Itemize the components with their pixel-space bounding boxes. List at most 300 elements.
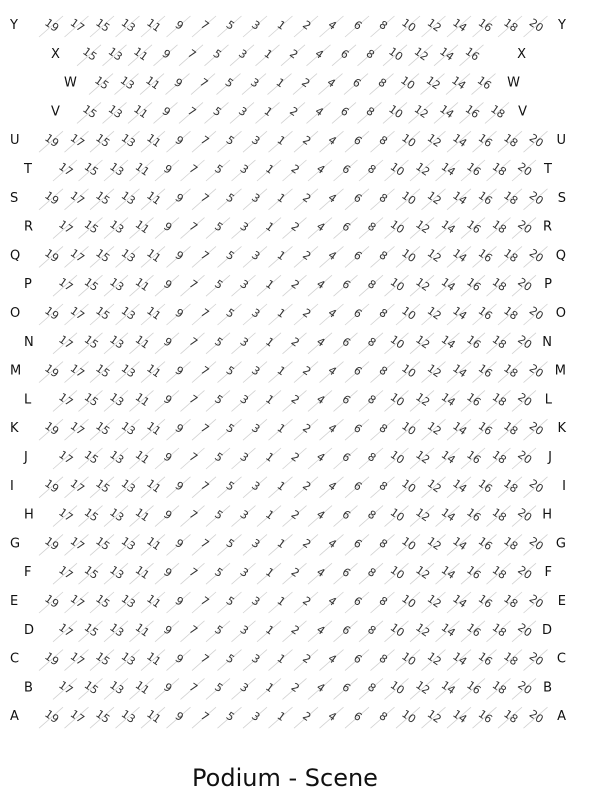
seat-number[interactable]: 4 xyxy=(325,133,339,148)
seat-number[interactable]: 15 xyxy=(93,649,113,669)
seat-number[interactable]: 5 xyxy=(212,507,226,523)
seat-number[interactable]: 5 xyxy=(212,622,226,638)
seat-number[interactable]: 3 xyxy=(249,594,263,609)
seat-number[interactable]: 15 xyxy=(81,332,101,352)
seat-number[interactable]: 14 xyxy=(450,361,470,381)
seat-number[interactable]: 15 xyxy=(93,534,113,554)
seat-number[interactable]: 20 xyxy=(515,505,535,525)
seat-number[interactable]: 10 xyxy=(399,534,419,554)
seat-number[interactable]: 14 xyxy=(438,563,458,582)
seat-number[interactable]: 2 xyxy=(288,680,302,696)
seat-number[interactable]: 8 xyxy=(365,392,379,408)
seat-number[interactable]: 19 xyxy=(42,16,62,35)
seat-number[interactable]: 14 xyxy=(450,419,470,438)
seat-number[interactable]: 7 xyxy=(186,162,200,177)
seat-number[interactable]: 13 xyxy=(105,44,125,64)
seat-number[interactable]: 14 xyxy=(438,332,458,352)
seat-number[interactable]: 2 xyxy=(300,18,314,33)
seat-number[interactable]: 7 xyxy=(198,421,212,436)
seat-number[interactable]: 6 xyxy=(351,363,365,379)
seat-number[interactable]: 14 xyxy=(450,592,470,611)
seat-number[interactable]: 16 xyxy=(462,44,482,64)
seat-number[interactable]: 11 xyxy=(144,419,164,438)
seat-number[interactable]: 8 xyxy=(363,46,377,62)
seat-number[interactable]: 2 xyxy=(287,46,301,62)
seat-number[interactable]: 19 xyxy=(42,246,62,266)
seat-number[interactable]: 5 xyxy=(223,18,237,33)
seat-number[interactable]: 8 xyxy=(376,421,390,436)
seat-number[interactable]: 3 xyxy=(237,622,251,638)
seat-number[interactable]: 13 xyxy=(105,102,125,122)
seat-number[interactable]: 16 xyxy=(464,275,484,294)
seat-number[interactable]: 17 xyxy=(67,188,87,208)
seat-number[interactable]: 4 xyxy=(314,334,328,350)
seat-number[interactable]: 15 xyxy=(81,620,101,640)
seat-number[interactable]: 9 xyxy=(161,219,175,235)
seat-number[interactable]: 1 xyxy=(263,334,277,350)
seat-number[interactable]: 9 xyxy=(161,334,175,350)
seat-number[interactable]: 16 xyxy=(474,73,494,93)
seat-number[interactable]: 9 xyxy=(172,248,186,264)
seat-number[interactable]: 1 xyxy=(274,594,288,609)
seat-number[interactable]: 13 xyxy=(118,649,138,669)
seat-number[interactable]: 12 xyxy=(424,131,444,150)
seat-number[interactable]: 7 xyxy=(186,507,200,523)
seat-number[interactable]: 15 xyxy=(93,361,113,381)
seat-number[interactable]: 18 xyxy=(501,246,521,266)
seat-number[interactable]: 12 xyxy=(413,217,433,237)
seat-number[interactable]: 12 xyxy=(424,188,444,208)
seat-number[interactable]: 16 xyxy=(475,16,495,35)
seat-number[interactable]: 10 xyxy=(387,390,407,410)
seat-number[interactable]: 15 xyxy=(80,44,100,64)
seat-number[interactable]: 11 xyxy=(132,332,152,352)
seat-number[interactable]: 20 xyxy=(526,361,546,381)
seat-number[interactable]: 16 xyxy=(475,476,495,496)
seat-number[interactable]: 2 xyxy=(299,75,313,91)
seat-number[interactable]: 13 xyxy=(118,246,138,266)
seat-number[interactable]: 1 xyxy=(263,392,277,408)
seat-number[interactable]: 10 xyxy=(387,275,407,294)
seat-number[interactable]: 6 xyxy=(351,18,365,33)
seat-number[interactable]: 13 xyxy=(118,361,138,381)
seat-number[interactable]: 6 xyxy=(338,104,352,120)
seat-number[interactable]: 18 xyxy=(501,361,521,381)
seat-number[interactable]: 19 xyxy=(42,707,62,726)
seat-number[interactable]: 4 xyxy=(314,162,328,177)
seat-number[interactable]: 9 xyxy=(172,133,186,148)
seat-number[interactable]: 1 xyxy=(263,450,277,465)
seat-number[interactable]: 17 xyxy=(67,304,87,323)
seat-number[interactable]: 11 xyxy=(144,131,164,150)
seat-number[interactable]: 14 xyxy=(438,620,458,640)
seat-number[interactable]: 18 xyxy=(501,534,521,554)
seat-number[interactable]: 5 xyxy=(210,104,224,120)
seat-number[interactable]: 15 xyxy=(93,419,113,438)
seat-number[interactable]: 6 xyxy=(339,162,353,177)
seat-number[interactable]: 8 xyxy=(365,334,379,350)
seat-number[interactable]: 4 xyxy=(314,622,328,638)
seat-number[interactable]: 2 xyxy=(300,421,314,436)
seat-number[interactable]: 3 xyxy=(236,46,250,62)
seat-number[interactable]: 17 xyxy=(67,361,87,381)
seat-number[interactable]: 19 xyxy=(42,361,62,381)
seat-number[interactable]: 1 xyxy=(274,190,288,206)
seat-number[interactable]: 7 xyxy=(198,363,212,379)
seat-number[interactable]: 12 xyxy=(413,160,433,179)
seat-number[interactable]: 8 xyxy=(376,306,390,321)
seat-number[interactable]: 20 xyxy=(526,304,546,323)
seat-number[interactable]: 11 xyxy=(144,592,164,611)
seat-number[interactable]: 4 xyxy=(312,46,326,62)
seat-number[interactable]: 5 xyxy=(223,248,237,264)
seat-number[interactable]: 20 xyxy=(515,390,535,410)
seat-number[interactable]: 6 xyxy=(351,536,365,552)
seat-number[interactable]: 6 xyxy=(339,622,353,638)
seat-number[interactable]: 2 xyxy=(300,248,314,264)
seat-number[interactable]: 13 xyxy=(117,73,137,93)
seat-number[interactable]: 3 xyxy=(249,306,263,321)
seat-number[interactable]: 9 xyxy=(172,18,186,33)
seat-number[interactable]: 8 xyxy=(365,565,379,580)
seat-number[interactable]: 14 xyxy=(450,476,470,496)
seat-number[interactable]: 2 xyxy=(287,104,301,120)
seat-number[interactable]: 13 xyxy=(107,448,127,467)
seat-number[interactable]: 6 xyxy=(351,421,365,436)
seat-number[interactable]: 17 xyxy=(67,246,87,266)
seat-number[interactable]: 3 xyxy=(249,363,263,379)
seat-number[interactable]: 16 xyxy=(475,361,495,381)
seat-number[interactable]: 9 xyxy=(172,594,186,609)
seat-number[interactable]: 18 xyxy=(489,332,509,352)
seat-number[interactable]: 3 xyxy=(237,680,251,696)
seat-number[interactable]: 4 xyxy=(325,363,339,379)
seat-number[interactable]: 11 xyxy=(144,476,164,496)
seat-number[interactable]: 9 xyxy=(161,162,175,177)
seat-number[interactable]: 1 xyxy=(263,680,277,696)
seat-number[interactable]: 7 xyxy=(185,46,199,62)
seat-number[interactable]: 14 xyxy=(450,304,470,323)
seat-number[interactable]: 18 xyxy=(501,419,521,438)
seat-number[interactable]: 19 xyxy=(42,188,62,208)
seat-number[interactable]: 20 xyxy=(515,620,535,640)
seat-number[interactable]: 8 xyxy=(365,277,379,292)
seat-number[interactable]: 3 xyxy=(249,536,263,552)
seat-number[interactable]: 4 xyxy=(325,478,339,494)
seat-number[interactable]: 1 xyxy=(263,277,277,292)
seat-number[interactable]: 2 xyxy=(300,133,314,148)
seat-number[interactable]: 6 xyxy=(339,219,353,235)
seat-number[interactable]: 19 xyxy=(42,592,62,611)
seat-number[interactable]: 17 xyxy=(56,160,76,179)
seat-number[interactable]: 4 xyxy=(325,536,339,552)
seat-number[interactable]: 14 xyxy=(449,73,469,93)
seat-number[interactable]: 13 xyxy=(107,505,127,525)
seat-number[interactable]: 8 xyxy=(376,18,390,33)
seat-number[interactable]: 2 xyxy=(300,536,314,552)
seat-number[interactable]: 11 xyxy=(131,44,151,64)
seat-number[interactable]: 1 xyxy=(274,133,288,148)
seat-number[interactable]: 5 xyxy=(222,75,236,91)
seat-number[interactable]: 11 xyxy=(144,16,164,35)
seat-number[interactable]: 2 xyxy=(288,450,302,465)
seat-number[interactable]: 20 xyxy=(526,592,546,611)
seat-number[interactable]: 9 xyxy=(159,46,173,62)
seat-number[interactable]: 18 xyxy=(489,678,509,698)
seat-number[interactable]: 3 xyxy=(236,104,250,120)
seat-number[interactable]: 1 xyxy=(263,507,277,523)
seat-number[interactable]: 2 xyxy=(300,594,314,609)
seat-number[interactable]: 20 xyxy=(526,707,546,726)
seat-number[interactable]: 20 xyxy=(515,678,535,698)
seat-number[interactable]: 14 xyxy=(438,678,458,698)
seat-number[interactable]: 9 xyxy=(161,565,175,580)
seat-number[interactable]: 4 xyxy=(325,594,339,609)
seat-number[interactable]: 13 xyxy=(107,217,127,237)
seat-number[interactable]: 10 xyxy=(386,102,406,122)
seat-number[interactable]: 10 xyxy=(399,304,419,323)
seat-number[interactable]: 4 xyxy=(314,219,328,235)
seat-number[interactable]: 10 xyxy=(387,678,407,698)
seat-number[interactable]: 10 xyxy=(399,419,419,438)
seat-number[interactable]: 6 xyxy=(351,709,365,724)
seat-number[interactable]: 4 xyxy=(314,450,328,465)
seat-number[interactable]: 19 xyxy=(42,131,62,150)
seat-number[interactable]: 20 xyxy=(515,217,535,237)
seat-number[interactable]: 15 xyxy=(81,678,101,698)
seat-number[interactable]: 17 xyxy=(56,505,76,525)
seat-number[interactable]: 18 xyxy=(501,16,521,35)
seat-number[interactable]: 5 xyxy=(223,363,237,379)
seat-number[interactable]: 13 xyxy=(118,188,138,208)
seat-number[interactable]: 3 xyxy=(249,190,263,206)
seat-number[interactable]: 20 xyxy=(515,563,535,582)
seat-number[interactable]: 5 xyxy=(212,392,226,408)
seat-number[interactable]: 9 xyxy=(172,651,186,667)
seat-number[interactable]: 5 xyxy=(223,594,237,609)
seat-number[interactable]: 4 xyxy=(325,651,339,667)
seat-number[interactable]: 11 xyxy=(144,707,164,726)
seat-number[interactable]: 7 xyxy=(186,277,200,292)
seat-number[interactable]: 12 xyxy=(424,592,444,611)
seat-number[interactable]: 1 xyxy=(263,565,277,580)
seat-number[interactable]: 18 xyxy=(501,131,521,150)
seat-number[interactable]: 13 xyxy=(118,419,138,438)
seat-number[interactable]: 7 xyxy=(198,190,212,206)
seat-number[interactable]: 17 xyxy=(56,563,76,582)
seat-number[interactable]: 15 xyxy=(81,563,101,582)
seat-number[interactable]: 13 xyxy=(107,390,127,410)
seat-number[interactable]: 17 xyxy=(67,419,87,438)
seat-number[interactable]: 2 xyxy=(288,334,302,350)
seat-number[interactable]: 13 xyxy=(118,16,138,35)
seat-number[interactable]: 18 xyxy=(501,304,521,323)
seat-number[interactable]: 5 xyxy=(223,306,237,321)
seat-number[interactable]: 6 xyxy=(351,478,365,494)
seat-number[interactable]: 18 xyxy=(489,505,509,525)
seat-number[interactable]: 8 xyxy=(376,478,390,494)
seat-number[interactable]: 3 xyxy=(248,75,262,91)
seat-number[interactable]: 15 xyxy=(80,102,100,122)
seat-number[interactable]: 4 xyxy=(314,680,328,696)
seat-number[interactable]: 16 xyxy=(475,534,495,554)
seat-number[interactable]: 3 xyxy=(237,334,251,350)
seat-number[interactable]: 9 xyxy=(161,507,175,523)
seat-number[interactable]: 9 xyxy=(161,622,175,638)
seat-number[interactable]: 12 xyxy=(423,73,443,93)
seat-number[interactable]: 9 xyxy=(172,306,186,321)
seat-number[interactable]: 12 xyxy=(413,448,433,467)
seat-number[interactable]: 18 xyxy=(489,160,509,179)
seat-number[interactable]: 1 xyxy=(261,104,275,120)
seat-number[interactable]: 16 xyxy=(464,217,484,237)
seat-number[interactable]: 16 xyxy=(462,102,482,122)
seat-number[interactable]: 6 xyxy=(351,133,365,148)
seat-number[interactable]: 15 xyxy=(92,73,112,93)
seat-number[interactable]: 4 xyxy=(325,248,339,264)
seat-number[interactable]: 18 xyxy=(489,390,509,410)
seat-number[interactable]: 18 xyxy=(489,217,509,237)
seat-number[interactable]: 8 xyxy=(365,162,379,177)
seat-number[interactable]: 7 xyxy=(198,536,212,552)
seat-number[interactable]: 2 xyxy=(288,392,302,408)
seat-number[interactable]: 9 xyxy=(161,392,175,408)
seat-number[interactable]: 8 xyxy=(376,248,390,264)
seat-number[interactable]: 3 xyxy=(249,248,263,264)
seat-number[interactable]: 18 xyxy=(501,188,521,208)
seat-number[interactable]: 5 xyxy=(223,133,237,148)
seat-number[interactable]: 2 xyxy=(300,363,314,379)
seat-number[interactable]: 10 xyxy=(399,246,419,266)
seat-number[interactable]: 1 xyxy=(263,162,277,177)
seat-number[interactable]: 5 xyxy=(212,565,226,580)
seat-number[interactable]: 3 xyxy=(249,709,263,724)
seat-number[interactable]: 6 xyxy=(351,248,365,264)
seat-number[interactable]: 20 xyxy=(526,419,546,438)
seat-number[interactable]: 7 xyxy=(186,622,200,638)
seat-number[interactable]: 8 xyxy=(376,651,390,667)
seat-number[interactable]: 16 xyxy=(464,390,484,410)
seat-number[interactable]: 5 xyxy=(223,190,237,206)
seat-number[interactable]: 9 xyxy=(161,450,175,465)
seat-number[interactable]: 13 xyxy=(118,476,138,496)
seat-number[interactable]: 20 xyxy=(526,649,546,669)
seat-number[interactable]: 2 xyxy=(288,507,302,523)
seat-number[interactable]: 15 xyxy=(81,505,101,525)
seat-number[interactable]: 6 xyxy=(350,75,364,91)
seat-number[interactable]: 13 xyxy=(107,563,127,582)
seat-number[interactable]: 20 xyxy=(526,246,546,266)
seat-number[interactable]: 12 xyxy=(413,332,433,352)
seat-number[interactable]: 14 xyxy=(438,160,458,179)
seat-number[interactable]: 8 xyxy=(376,536,390,552)
seat-number[interactable]: 6 xyxy=(339,392,353,408)
seat-number[interactable]: 2 xyxy=(300,478,314,494)
seat-number[interactable]: 1 xyxy=(274,421,288,436)
seat-number[interactable]: 6 xyxy=(351,651,365,667)
seat-number[interactable]: 18 xyxy=(501,707,521,726)
seat-number[interactable]: 12 xyxy=(411,44,431,64)
seat-number[interactable]: 18 xyxy=(488,102,508,122)
seat-number[interactable]: 8 xyxy=(376,709,390,724)
seat-number[interactable]: 15 xyxy=(93,707,113,726)
seat-number[interactable]: 7 xyxy=(198,594,212,609)
seat-number[interactable]: 14 xyxy=(438,390,458,410)
seat-number[interactable]: 10 xyxy=(399,649,419,669)
seat-number[interactable]: 14 xyxy=(437,102,457,122)
seat-number[interactable]: 17 xyxy=(67,707,87,726)
seat-number[interactable]: 1 xyxy=(263,219,277,235)
seat-number[interactable]: 13 xyxy=(118,534,138,554)
seat-number[interactable]: 17 xyxy=(56,448,76,467)
seat-number[interactable]: 16 xyxy=(464,563,484,582)
seat-number[interactable]: 1 xyxy=(274,306,288,321)
seat-number[interactable]: 1 xyxy=(274,536,288,552)
seat-number[interactable]: 3 xyxy=(237,219,251,235)
seat-number[interactable]: 18 xyxy=(489,448,509,467)
seat-number[interactable]: 12 xyxy=(411,102,431,122)
seat-number[interactable]: 11 xyxy=(132,217,152,237)
seat-number[interactable]: 11 xyxy=(144,361,164,381)
seat-number[interactable]: 4 xyxy=(325,190,339,206)
seat-number[interactable]: 5 xyxy=(212,680,226,696)
seat-number[interactable]: 15 xyxy=(81,160,101,179)
seat-number[interactable]: 10 xyxy=(399,188,419,208)
seat-number[interactable]: 12 xyxy=(424,246,444,266)
seat-number[interactable]: 15 xyxy=(93,246,113,266)
seat-number[interactable]: 15 xyxy=(93,476,113,496)
seat-number[interactable]: 20 xyxy=(526,188,546,208)
seat-number[interactable]: 14 xyxy=(450,649,470,669)
seat-number[interactable]: 6 xyxy=(339,680,353,696)
seat-number[interactable]: 3 xyxy=(249,18,263,33)
seat-number[interactable]: 17 xyxy=(67,534,87,554)
seat-number[interactable]: 18 xyxy=(501,592,521,611)
seat-number[interactable]: 8 xyxy=(376,363,390,379)
seat-number[interactable]: 19 xyxy=(42,649,62,669)
seat-number[interactable]: 5 xyxy=(223,709,237,724)
seat-number[interactable]: 8 xyxy=(365,622,379,638)
seat-number[interactable]: 13 xyxy=(118,131,138,150)
seat-number[interactable]: 20 xyxy=(526,16,546,35)
seat-number[interactable]: 16 xyxy=(464,678,484,698)
seat-number[interactable]: 14 xyxy=(450,246,470,266)
seat-number[interactable]: 10 xyxy=(399,16,419,35)
seat-number[interactable]: 11 xyxy=(132,160,152,179)
seat-number[interactable]: 3 xyxy=(237,507,251,523)
seat-number[interactable]: 11 xyxy=(131,102,151,122)
seat-number[interactable]: 11 xyxy=(132,620,152,640)
seat-number[interactable]: 1 xyxy=(263,622,277,638)
seat-number[interactable]: 16 xyxy=(475,592,495,611)
seat-number[interactable]: 11 xyxy=(144,304,164,323)
seat-number[interactable]: 20 xyxy=(526,534,546,554)
seat-number[interactable]: 2 xyxy=(288,162,302,177)
seat-number[interactable]: 6 xyxy=(339,565,353,580)
seat-number[interactable]: 7 xyxy=(186,450,200,465)
seat-number[interactable]: 20 xyxy=(526,476,546,496)
seat-number[interactable]: 7 xyxy=(197,75,211,91)
seat-number[interactable]: 2 xyxy=(288,565,302,580)
seat-number[interactable]: 15 xyxy=(81,275,101,294)
seat-number[interactable]: 6 xyxy=(351,594,365,609)
seat-number[interactable]: 7 xyxy=(186,219,200,235)
seat-number[interactable]: 8 xyxy=(376,133,390,148)
seat-number[interactable]: 16 xyxy=(464,505,484,525)
seat-number[interactable]: 6 xyxy=(338,46,352,62)
seat-number[interactable]: 16 xyxy=(475,649,495,669)
seat-number[interactable]: 17 xyxy=(67,131,87,150)
